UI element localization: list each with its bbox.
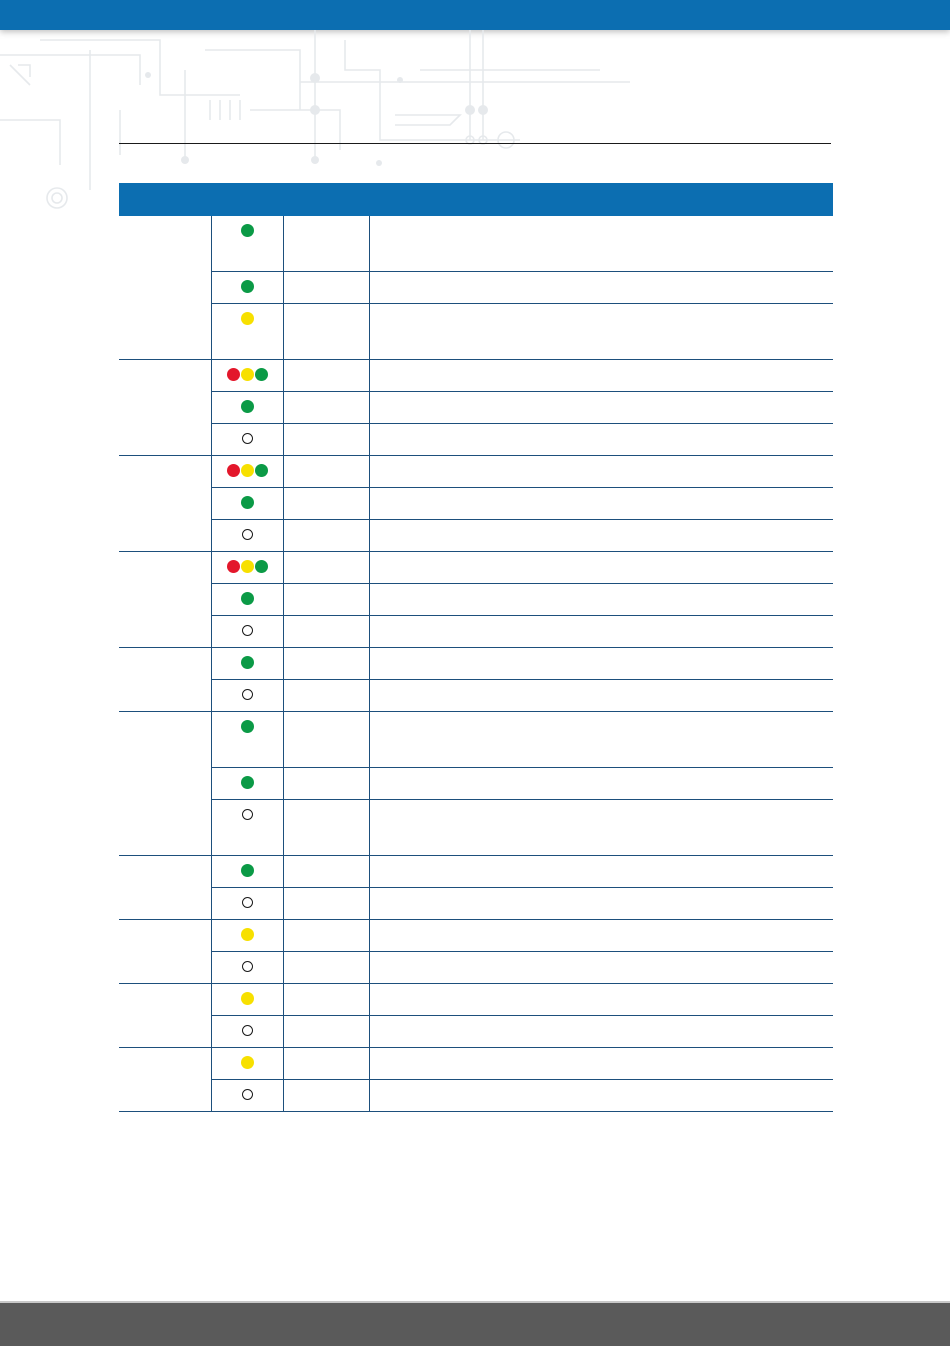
led-off-icon — [242, 1089, 253, 1100]
led-cell — [211, 488, 283, 520]
table-row — [119, 888, 833, 920]
led-green-icon — [255, 368, 268, 381]
table-row — [119, 304, 833, 360]
led-cell — [211, 216, 283, 272]
description-cell — [369, 488, 833, 520]
state-cell — [283, 1016, 369, 1048]
state-cell — [283, 1048, 369, 1080]
led-yellow-icon — [241, 1056, 254, 1069]
led-cell — [211, 888, 283, 920]
state-cell — [283, 552, 369, 584]
description-cell — [369, 952, 833, 984]
table-row — [119, 768, 833, 800]
state-cell — [283, 488, 369, 520]
header-cell-group — [119, 183, 211, 216]
led-status-table — [119, 183, 833, 1112]
state-cell — [283, 360, 369, 392]
state-cell — [283, 584, 369, 616]
section-title-rule — [119, 143, 831, 144]
group-cell — [119, 216, 211, 360]
footer-bar — [0, 1301, 950, 1346]
group-cell — [119, 856, 211, 920]
description-cell — [369, 424, 833, 456]
description-cell — [369, 920, 833, 952]
table-header-row — [119, 183, 833, 216]
description-cell — [369, 712, 833, 768]
group-cell — [119, 984, 211, 1048]
led-red-icon — [227, 560, 240, 573]
header-bar — [0, 0, 950, 30]
state-cell — [283, 648, 369, 680]
description-cell — [369, 456, 833, 488]
state-cell — [283, 984, 369, 1016]
header-cell-state — [283, 183, 369, 216]
table-row — [119, 616, 833, 648]
table-row — [119, 920, 833, 952]
led-cell — [211, 552, 283, 584]
state-cell — [283, 768, 369, 800]
description-cell — [369, 304, 833, 360]
led-cell — [211, 648, 283, 680]
led-cell — [211, 856, 283, 888]
led-green-icon — [241, 656, 254, 669]
table-row — [119, 424, 833, 456]
led-green-icon — [241, 496, 254, 509]
table-row — [119, 456, 833, 488]
led-green-icon — [241, 864, 254, 877]
state-cell — [283, 520, 369, 552]
table-row — [119, 712, 833, 768]
led-cell — [211, 920, 283, 952]
led-cell — [211, 680, 283, 712]
state-cell — [283, 680, 369, 712]
state-cell — [283, 856, 369, 888]
description-cell — [369, 1080, 833, 1112]
led-green-icon — [241, 720, 254, 733]
state-cell — [283, 616, 369, 648]
led-off-icon — [242, 529, 253, 540]
led-cell — [211, 392, 283, 424]
table-row — [119, 1080, 833, 1112]
led-cell — [211, 304, 283, 360]
led-green-icon — [241, 592, 254, 605]
led-green-icon — [255, 560, 268, 573]
table-row — [119, 584, 833, 616]
led-green-icon — [241, 776, 254, 789]
led-green-icon — [255, 464, 268, 477]
led-cell — [211, 456, 283, 488]
led-green-icon — [241, 224, 254, 237]
led-yellow-icon — [241, 464, 254, 477]
state-cell — [283, 392, 369, 424]
state-cell — [283, 304, 369, 360]
led-off-icon — [242, 897, 253, 908]
table-row — [119, 952, 833, 984]
description-cell — [369, 216, 833, 272]
led-off-icon — [242, 809, 253, 820]
group-cell — [119, 920, 211, 984]
led-cell — [211, 616, 283, 648]
state-cell — [283, 272, 369, 304]
state-cell — [283, 424, 369, 456]
led-yellow-icon — [241, 992, 254, 1005]
led-red-icon — [227, 368, 240, 381]
description-cell — [369, 392, 833, 424]
led-cell — [211, 712, 283, 768]
description-cell — [369, 768, 833, 800]
led-cell — [211, 424, 283, 456]
table-row — [119, 984, 833, 1016]
led-cell — [211, 768, 283, 800]
table-row — [119, 272, 833, 304]
led-yellow-icon — [241, 312, 254, 325]
state-cell — [283, 920, 369, 952]
table-row — [119, 800, 833, 856]
table-row — [119, 680, 833, 712]
state-cell — [283, 456, 369, 488]
description-cell — [369, 584, 833, 616]
table-row — [119, 856, 833, 888]
led-yellow-icon — [241, 560, 254, 573]
led-cell — [211, 1016, 283, 1048]
led-off-icon — [242, 961, 253, 972]
led-cell — [211, 584, 283, 616]
table-row — [119, 360, 833, 392]
description-cell — [369, 680, 833, 712]
led-off-icon — [242, 1025, 253, 1036]
led-cell — [211, 1080, 283, 1112]
state-cell — [283, 216, 369, 272]
table-row — [119, 392, 833, 424]
description-cell — [369, 856, 833, 888]
group-cell — [119, 648, 211, 712]
description-cell — [369, 520, 833, 552]
header-cell-led — [211, 183, 283, 216]
state-cell — [283, 888, 369, 920]
led-cell — [211, 360, 283, 392]
state-cell — [283, 712, 369, 768]
table-row — [119, 216, 833, 272]
table-row — [119, 1048, 833, 1080]
group-cell — [119, 712, 211, 856]
led-off-icon — [242, 625, 253, 636]
group-cell — [119, 552, 211, 648]
description-cell — [369, 272, 833, 304]
led-yellow-icon — [241, 368, 254, 381]
led-green-icon — [241, 280, 254, 293]
description-cell — [369, 360, 833, 392]
led-green-icon — [241, 400, 254, 413]
led-cell — [211, 272, 283, 304]
led-cell — [211, 984, 283, 1016]
state-cell — [283, 1080, 369, 1112]
led-cell — [211, 952, 283, 984]
table-row — [119, 552, 833, 584]
description-cell — [369, 800, 833, 856]
state-cell — [283, 952, 369, 984]
group-cell — [119, 456, 211, 552]
description-cell — [369, 984, 833, 1016]
description-cell — [369, 888, 833, 920]
description-cell — [369, 1016, 833, 1048]
table-row — [119, 520, 833, 552]
table-row — [119, 648, 833, 680]
led-cell — [211, 520, 283, 552]
table-row — [119, 488, 833, 520]
group-cell — [119, 1048, 211, 1112]
description-cell — [369, 648, 833, 680]
table-row — [119, 1016, 833, 1048]
description-cell — [369, 1048, 833, 1080]
led-off-icon — [242, 689, 253, 700]
description-cell — [369, 552, 833, 584]
header-cell-description — [369, 183, 833, 216]
led-yellow-icon — [241, 928, 254, 941]
led-cell — [211, 800, 283, 856]
state-cell — [283, 800, 369, 856]
led-cell — [211, 1048, 283, 1080]
led-red-icon — [227, 464, 240, 477]
led-off-icon — [242, 433, 253, 444]
description-cell — [369, 616, 833, 648]
group-cell — [119, 360, 211, 456]
